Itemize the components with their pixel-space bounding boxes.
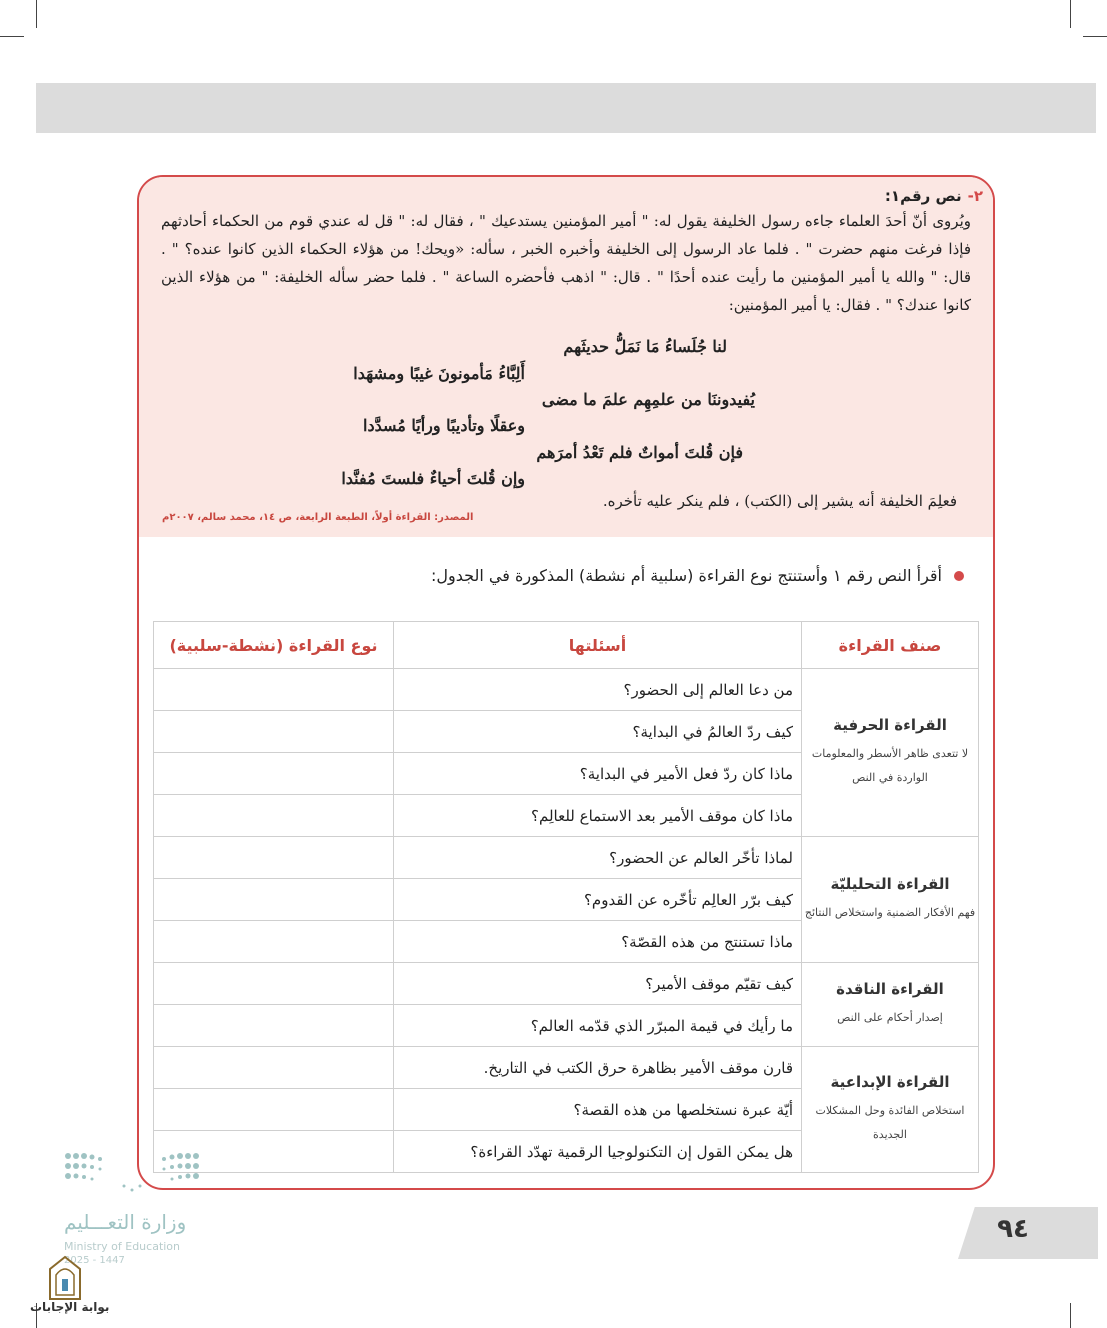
category-title: القراءة الناقدة (836, 979, 944, 998)
section-label: نص رقم١: (884, 187, 962, 205)
question-cell: كيف ردّ العالمُ في البداية؟ (394, 711, 802, 753)
section-number: ٢- (967, 187, 983, 205)
question-cell: لماذا تأخّر العالم عن الحضور؟ (394, 837, 802, 879)
table-row (154, 963, 979, 1005)
watermark-lantern-icon (42, 1255, 88, 1301)
question-cell: ماذا كان موقف الأمير بعد الاستماع للعالِم؟ (394, 795, 802, 837)
crop-mark (1083, 36, 1107, 37)
category-title: القراءة التحليليّة (830, 874, 950, 893)
question-cell: ماذا تستنتج من هذه القصّة؟ (394, 921, 802, 963)
poem-line-6: وإن قُلتَ أحياءٌ فلستَ مُفنَّدا (341, 469, 525, 488)
passage-paragraph: ويُروى أنّ أحدَ العلماء جاءه رسول الخليفة يقول له: " أمير المؤمنين يستدعيك " ، فقال له: " قل له عندي قوم من الحكماء أحادثهم فإذا فرغت منهم حضرت " . فلما عاد الرسول إلى الخليفة وأخبره الخبر ، سأله: «ويحك! من هؤلاء الحكماء الذين كانوا عنده؟ " . قال: " والله يا أمير المؤمنين ما رأيت عنده أحدًا " . قال: " اذهب فأحضره الساعة " . فلما حضر سأله الخليفة: " من هؤلاء الذين كانوا عندك؟ " . فقال: يا أمير المؤمنين: (161, 212, 971, 314)
answer-cell[interactable] (154, 837, 394, 879)
ministry-name-en: Ministry of Education (64, 1240, 181, 1253)
question-cell: من دعا العالم إلى الحضور؟ (394, 669, 802, 711)
answer-cell[interactable] (154, 879, 394, 921)
table-header-row (154, 622, 979, 669)
header-band (36, 83, 1096, 133)
question-cell: هل يمكن القول إن التكنولوجيا الرقمية تهدّد القراءة؟ (394, 1131, 802, 1173)
answer-cell[interactable] (154, 1089, 394, 1131)
answer-cell[interactable] (154, 669, 394, 711)
watermark-text: بوابة الإجابات (30, 1300, 110, 1314)
question-cell: كيف برّر العالِم تأخّره عن القدوم؟ (394, 879, 802, 921)
passage-source: المصدر: القراءة أولاً، الطبعة الرابعة، ص ١٤، محمد سالم، ٢٠٠٧م (162, 512, 474, 523)
category-title: القراءة الإبداعية (830, 1072, 950, 1091)
question-cell: كيف تقيّم موقف الأمير؟ (394, 963, 802, 1005)
question-cell: ماذا كان ردّ فعل الأمير في البداية؟ (394, 753, 802, 795)
ministry-logo-icon (62, 1150, 202, 1198)
header-reading-type: نوع القراءة (نشطة-سلبية) (154, 622, 394, 669)
answer-cell[interactable] (154, 1047, 394, 1089)
crop-mark (1070, 0, 1071, 28)
ministry-years: 2025 - 1447 (64, 1255, 125, 1266)
answer-cell[interactable] (154, 1005, 394, 1047)
bullet-dot (954, 571, 964, 581)
category-desc: إصدار أحكام على النص (837, 1010, 943, 1024)
crop-mark (0, 36, 24, 37)
header-category: صنف القراءة (802, 622, 979, 669)
passage-closing: فعلِمَ الخليفة أنه يشير إلى (الكتب) ، فلم ينكر عليه تأخره. (602, 492, 957, 510)
ministry-name-ar: وزارة التعـــليم (64, 1210, 187, 1234)
category-title: القراءة الحرفية (833, 715, 947, 734)
reading-types-table (153, 621, 979, 1173)
table-row (154, 837, 979, 879)
instruction-text: أقرأ النص رقم ١ وأستنتج نوع القراءة (سلبية أم نشطة) المذكورة في الجدول: (431, 566, 942, 585)
crop-mark (36, 0, 37, 28)
table-row (154, 669, 979, 711)
poem-line-1: لنا جُلَساءُ مَا نَمَلُّ حديثَهم (563, 337, 727, 356)
question-cell: أيّة عبرة نستخلصها من هذه القصة؟ (394, 1089, 802, 1131)
poem-line-3: يُفيدوننَا من علمِهِم علمَ ما مضى (541, 390, 755, 409)
instruction (431, 566, 942, 585)
answer-cell[interactable] (154, 795, 394, 837)
answer-cell[interactable] (154, 963, 394, 1005)
poem-line-2: أَلِبَّاءُ مَأمونونَ غيبًا ومشهَدا (353, 364, 525, 383)
answer-cell[interactable] (154, 921, 394, 963)
category-desc: فهم الأفكار الضمنية واستخلاص النتائج (804, 905, 976, 919)
category-analytical (802, 837, 979, 963)
poem-line-5: فإن قُلتَ أمواتٌ فلم تَعْدُ أمرَهم (536, 443, 743, 462)
category-desc: استخلاص الفائدة وحل المشكلات الجديدة (815, 1103, 965, 1141)
category-critical (802, 963, 979, 1047)
category-desc: لا تتعدى ظاهر الأسطر والمعلومات الواردة في النص (811, 746, 969, 784)
question-cell: ما رأيك في قيمة المبرّر الذي قدّمه العالم؟ (394, 1005, 802, 1047)
category-creative (802, 1047, 979, 1173)
section-heading (161, 187, 983, 205)
poem-line-4: وعقلًا وتأديبًا ورأيًا مُسدَّدا (363, 416, 525, 435)
table-row (154, 1047, 979, 1089)
question-cell: قارن موقف الأمير بظاهرة حرق الكتب في التاريخ. (394, 1047, 802, 1089)
crop-mark (1070, 1303, 1071, 1328)
answer-cell[interactable] (154, 711, 394, 753)
header-questions: أسئلتها (394, 622, 802, 669)
category-literal (802, 669, 979, 837)
answer-cell[interactable] (154, 753, 394, 795)
page-number: ٩٤ (997, 1214, 1029, 1244)
